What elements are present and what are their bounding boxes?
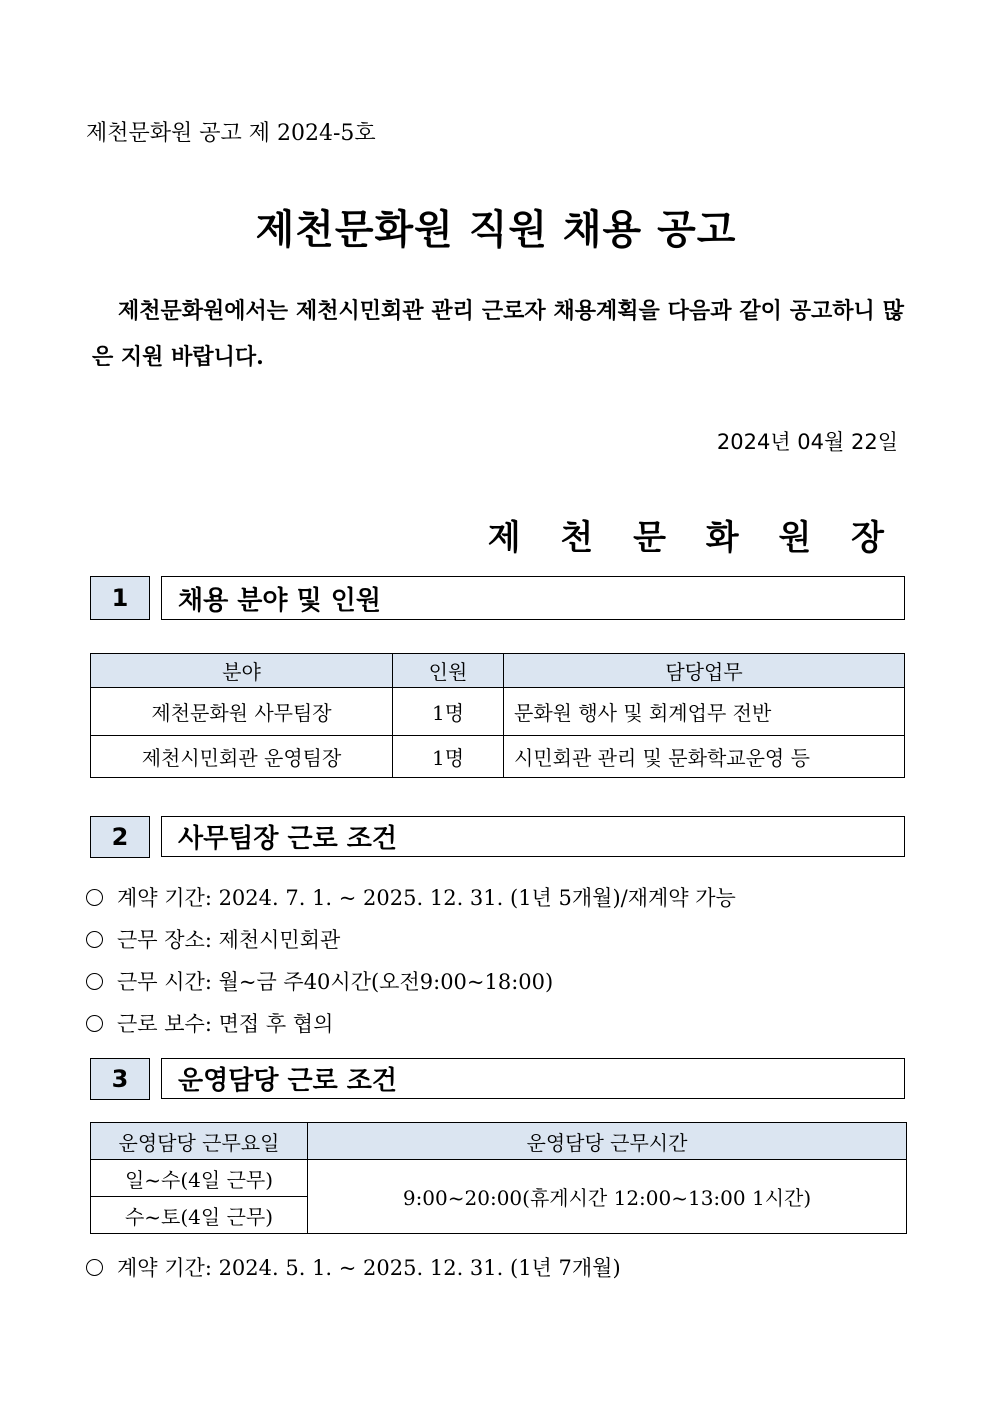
section-3-title: 운영담당 근로 조건 — [161, 1058, 905, 1099]
circle-bullet-icon — [86, 931, 103, 948]
table-cell: 수~토(4일 근무) — [91, 1197, 308, 1234]
page-title: 제천문화원 직원 채용 공고 — [255, 207, 737, 253]
circle-bullet-icon — [86, 1015, 103, 1032]
table-row — [91, 736, 905, 778]
table-row — [91, 1160, 907, 1197]
section-2-title: 사무팀장 근로 조건 — [161, 816, 905, 857]
table-header: 운영담당 근무요일 — [91, 1123, 308, 1160]
list-item: 계약 기간: 2024. 5. 1. ~ 2025. 12. 31. (1년 7개월) — [86, 1252, 621, 1282]
notice-number: 제천문화원 공고 제 2024-5호 — [86, 121, 376, 146]
table-row — [91, 688, 905, 736]
table-cell: 1명 — [393, 736, 504, 778]
table-cell: 제천시민회관 운영팀장 — [91, 736, 393, 778]
notice-date: 2024년 04월 22일 — [716, 430, 898, 454]
table-cell: 1명 — [393, 688, 504, 736]
intro-paragraph: 제천문화원에서는 제천시민회관 관리 근로자 채용계획을 다음과 같이 공고하니 많은 지원 바랍니다. — [92, 298, 904, 370]
list-item: 근무 시간: 월~금 주40시간(오전9:00~18:00) — [86, 966, 553, 996]
section-1-title: 채용 분야 및 인원 — [161, 576, 905, 620]
list-item: 근로 보수: 면접 후 협의 — [86, 1008, 333, 1038]
table-header: 인원 — [393, 654, 504, 688]
table-cell: 문화원 행사 및 회계업무 전반 — [504, 688, 905, 736]
table-cell: 시민회관 관리 및 문화학교운영 등 — [504, 736, 905, 778]
section-3-number: 3 — [90, 1058, 150, 1100]
list-item: 근무 장소: 제천시민회관 — [86, 924, 340, 954]
table-cell: 9:00~20:00(휴게시간 12:00~13:00 1시간) — [308, 1160, 907, 1234]
table-header: 분야 — [91, 654, 393, 688]
circle-bullet-icon — [86, 889, 103, 906]
table-cell: 일~수(4일 근무) — [91, 1160, 308, 1197]
list-item: 계약 기간: 2024. 7. 1. ~ 2025. 12. 31. (1년 5개월)/재계약 가능 — [86, 882, 736, 912]
table-cell: 제천문화원 사무팀장 — [91, 688, 393, 736]
table-header: 운영담당 근무시간 — [308, 1123, 907, 1160]
section-1-number: 1 — [90, 576, 150, 620]
circle-bullet-icon — [86, 973, 103, 990]
table-header: 담당업무 — [504, 654, 905, 688]
circle-bullet-icon — [86, 1259, 103, 1276]
schedule-table — [90, 1122, 907, 1234]
section-2-number: 2 — [90, 816, 150, 858]
signer: 제 천 문 화 원 장 — [487, 518, 898, 558]
recruitment-table — [90, 653, 905, 778]
